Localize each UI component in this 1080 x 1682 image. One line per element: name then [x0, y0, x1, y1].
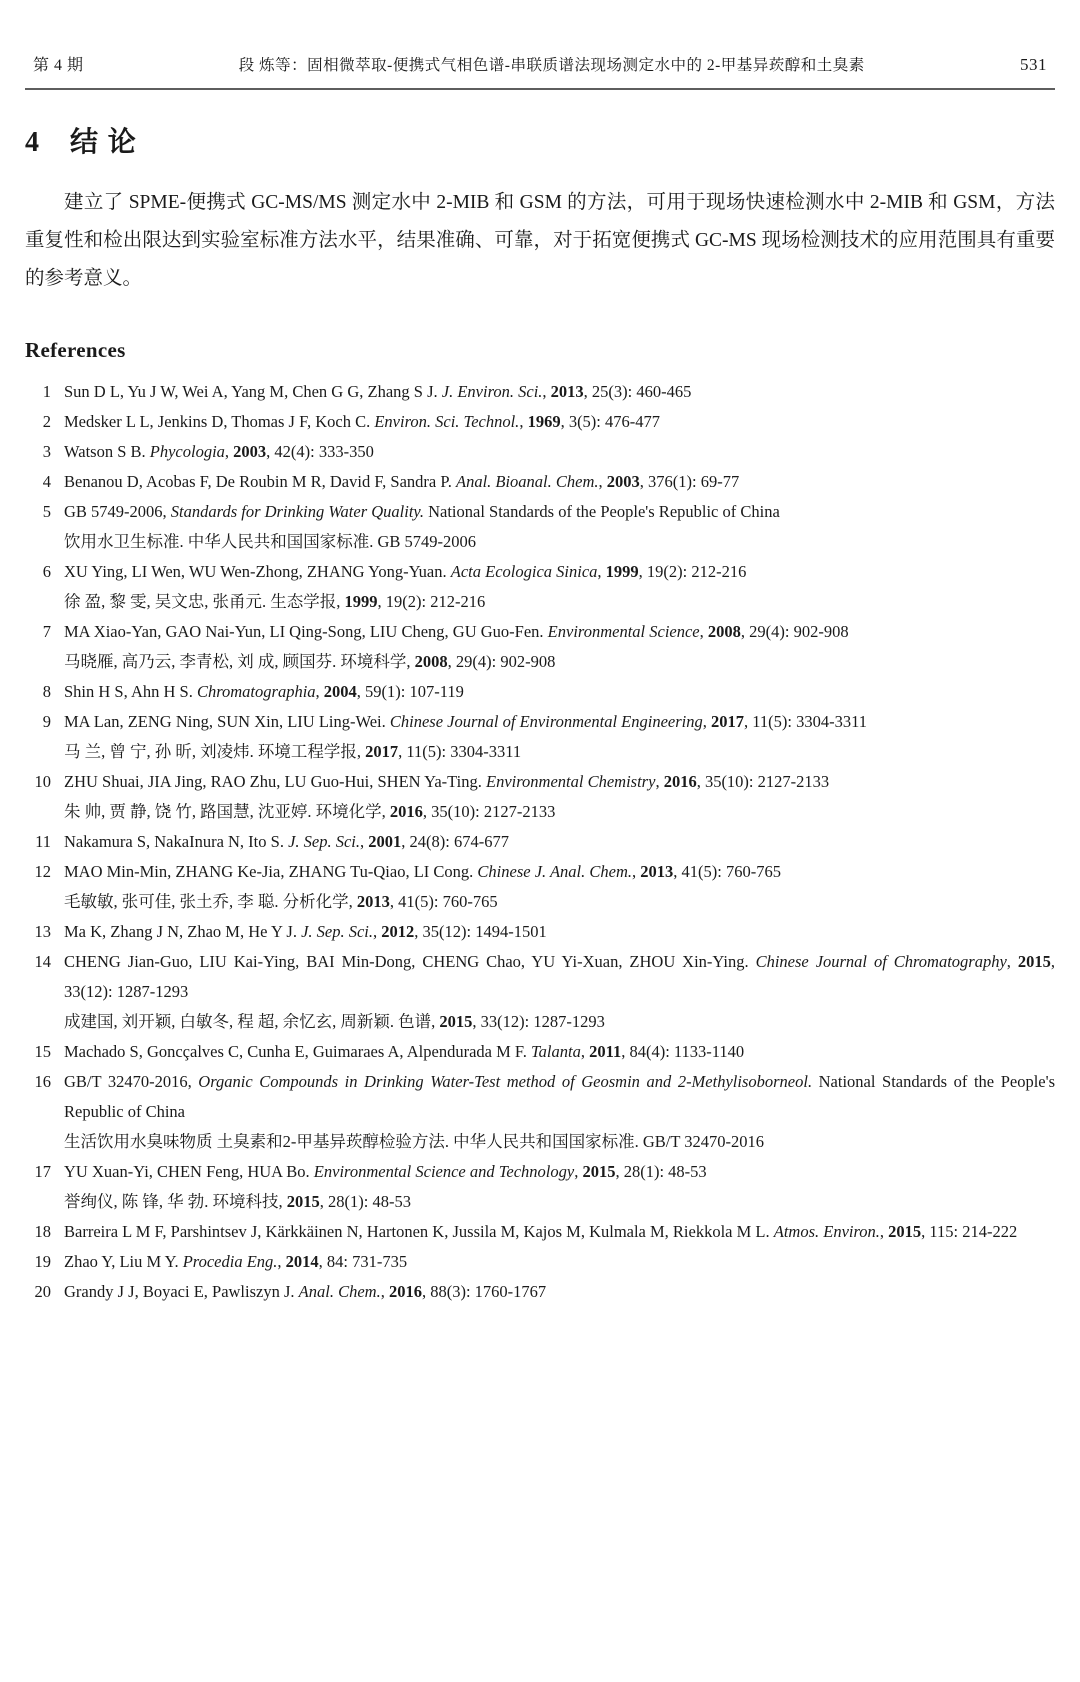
- ref-text-segment: , 11(5): 3304-3311: [743, 712, 867, 731]
- reference-chinese-line: [64, 1187, 1055, 1217]
- ref-text-segment: ,: [598, 472, 607, 491]
- reference-item: [25, 497, 1055, 557]
- ref-text-segment: XU Ying, LI Wen, WU Wen-Zhong, ZHANG Yong-Yuan.: [64, 562, 451, 581]
- reference-item: [25, 767, 1055, 827]
- ref-text-segment: Benanou D, Acobas F, De Roubin M R, David F, Sandra P.: [64, 472, 456, 491]
- reference-text: [64, 437, 1055, 467]
- reference-item: [25, 467, 1055, 497]
- ref-text-segment: , 29(4): 902-908: [447, 652, 556, 671]
- reference-item: [25, 947, 1055, 1037]
- ref-text-segment: Ma K, Zhang J N, Zhao M, He Y J.: [64, 922, 302, 941]
- reference-item: [25, 557, 1055, 617]
- ref-text-segment: Grandy J J, Boyaci E, Pawliszyn J.: [64, 1282, 299, 1301]
- journal-name: Organic Compounds in Drinking Water-Test method of Geosmin and 2-Methylisoborneol.: [198, 1072, 813, 1091]
- reference-number: 14: [34, 952, 51, 971]
- year: 2003: [606, 472, 640, 491]
- ref-text-segment: , 35(12): 1494-1501: [414, 922, 547, 941]
- ref-text-segment: 誉绚仪, 陈 锋, 华 勃. 环境科技,: [64, 1192, 287, 1211]
- ref-text-segment: , 29(4): 902-908: [740, 622, 849, 641]
- reference-number: 3: [42, 442, 51, 461]
- reference-chinese-line: [64, 737, 1055, 767]
- reference-item: [25, 917, 1055, 947]
- ref-text-segment: , 25(3): 460-465: [583, 382, 692, 401]
- journal-name: Standards for Drinking Water Quality.: [170, 502, 424, 521]
- reference-text: [64, 1067, 1055, 1157]
- ref-text-segment: ,: [277, 1252, 286, 1271]
- ref-text-segment: Zhao Y, Liu M Y.: [64, 1252, 183, 1271]
- ref-text-segment: , 24(8): 674-677: [401, 832, 509, 851]
- ref-text-segment: , 28(1): 48-53: [319, 1192, 411, 1211]
- reference-item: [25, 707, 1055, 767]
- reference-number: 13: [34, 922, 51, 941]
- ref-text-segment: ,: [632, 862, 641, 881]
- reference-item: [25, 437, 1055, 467]
- ref-text-segment: , 28(1): 48-53: [615, 1162, 707, 1181]
- reference-item: [25, 1247, 1055, 1277]
- year: 2015: [582, 1162, 616, 1181]
- page-number: 531: [1020, 55, 1047, 74]
- journal-name: Phycologia: [149, 442, 225, 461]
- journal-name: Talanta: [531, 1042, 581, 1061]
- year: 2014: [285, 1252, 319, 1271]
- ref-text-segment: , 84(4): 1133-1140: [621, 1042, 745, 1061]
- reference-number: 11: [35, 832, 51, 851]
- year: 2011: [589, 1042, 622, 1061]
- ref-text-segment: Medsker L L, Jenkins D, Thomas J F, Koch C.: [64, 412, 375, 431]
- ref-text-segment: 成建国, 刘开颖, 白敏冬, 程 超, 余忆玄, 周新颖. 色谱,: [64, 1012, 440, 1031]
- ref-text-segment: ,: [1006, 952, 1018, 971]
- journal-name: Chromatographia: [196, 682, 316, 701]
- ref-text-segment: ,: [380, 1282, 389, 1301]
- reference-item: [25, 1217, 1055, 1247]
- ref-text-segment: ,: [542, 382, 551, 401]
- ref-text-segment: Barreira L M F, Parshintsev J, Kärkkäinen N, Hartonen K, Jussila M, Kajos M, Kulmala M, Riekkola M L.: [64, 1222, 774, 1241]
- ref-text-segment: 徐 盈, 黎 雯, 吴文忠, 张甬元. 生态学报,: [64, 592, 345, 611]
- ref-text-segment: , 11(5): 3304-3311: [398, 742, 522, 761]
- reference-text: [64, 557, 1055, 617]
- ref-text-segment: Machado S, Goncçalves C, Cunha E, Guimaraes A, Alpendurada M F.: [64, 1042, 532, 1061]
- ref-text-segment: ,: [580, 1042, 590, 1061]
- journal-name: Procedia Eng.: [182, 1252, 278, 1271]
- ref-text-segment: , 33(12): 1287-1293: [472, 1012, 605, 1031]
- reference-number: 18: [34, 1222, 51, 1241]
- reference-number: 16: [34, 1072, 51, 1091]
- year: 2013: [550, 382, 584, 401]
- running-title: 段 炼等：固相微萃取-便携式气相色谱-串联质谱法现场测定水中的 2-甲基异莰醇和土臭素: [238, 57, 865, 74]
- ref-text-segment: National Standards of the People's Republic of China: [64, 1072, 1056, 1121]
- reference-chinese-line: [64, 527, 1055, 557]
- year: 2004: [323, 682, 357, 701]
- reference-number: 9: [42, 712, 51, 731]
- ref-text-segment: , 376(1): 69-77: [639, 472, 740, 491]
- journal-name: Chinese J. Anal. Chem.: [477, 862, 632, 881]
- section-number: 4: [25, 127, 40, 158]
- reference-number: 8: [42, 682, 51, 701]
- ref-text-segment: , 59(1): 107-119: [356, 682, 464, 701]
- reference-item: [25, 407, 1055, 437]
- ref-text-segment: , 19(2): 212-216: [638, 562, 747, 581]
- reference-number: 17: [34, 1162, 51, 1181]
- ref-text-segment: Sun D L, Yu J W, Wei A, Yang M, Chen G G, Zhang S J.: [64, 382, 442, 401]
- reference-text: [64, 857, 1055, 917]
- year: 1999: [605, 562, 639, 581]
- ref-text-segment: , 84: 731-735: [318, 1252, 408, 1271]
- journal-name: J. Sep. Sci.: [288, 832, 361, 851]
- ref-text-segment: 饮用水卫生标准. 中华人民共和国国家标准. GB 5749-2006: [64, 532, 477, 551]
- reference-number: 2: [42, 412, 51, 431]
- reference-text: [64, 827, 1055, 857]
- ref-text-segment: 毛敏敏, 张可佳, 张土乔, 李 聪. 分析化学,: [64, 892, 357, 911]
- ref-text-segment: , 35(10): 2127-2133: [422, 802, 556, 821]
- reference-chinese-line: [64, 797, 1055, 827]
- ref-text-segment: CHENG Jian-Guo, LIU Kai-Ying, BAI Min-Dong, CHENG Chao, YU Yi-Xuan, ZHOU Xin-Ying.: [64, 952, 756, 971]
- year: 2016: [388, 1282, 422, 1301]
- ref-text-segment: YU Xuan-Yi, CHEN Feng, HUA Bo.: [64, 1162, 314, 1181]
- reference-number: 5: [42, 502, 51, 521]
- journal-name: Environmental Chemistry: [486, 772, 656, 791]
- year: 2015: [1017, 952, 1051, 971]
- journal-name: Chinese Journal of Chromatography: [755, 952, 1007, 971]
- reference-text: [64, 707, 1055, 767]
- references-heading: References: [25, 338, 126, 362]
- reference-item: [25, 857, 1055, 917]
- journal-name: Chinese Journal of Environmental Engineering: [389, 712, 703, 731]
- issue-label: 第 4 期: [33, 57, 84, 74]
- year: 2003: [233, 442, 267, 461]
- ref-text-segment: GB 5749-2006,: [64, 502, 171, 521]
- ref-text-segment: MAO Min-Min, ZHANG Ke-Jia, ZHANG Tu-Qiao, LI Cong.: [64, 862, 478, 881]
- year: 2001: [368, 832, 402, 851]
- reference-text: [64, 947, 1055, 1037]
- reference-text: [64, 677, 1055, 707]
- reference-text: [64, 617, 1055, 677]
- journal-name: Anal. Bioanal. Chem.: [455, 472, 599, 491]
- reference-text: [64, 407, 1055, 437]
- reference-item: [25, 677, 1055, 707]
- reference-chinese-line: [64, 1127, 1055, 1157]
- reference-text: [64, 467, 1055, 497]
- journal-name: Environmental Science: [547, 622, 700, 641]
- ref-text-segment: , 115: 214-222: [921, 1222, 1018, 1241]
- year: 2008: [414, 652, 448, 671]
- reference-text: [64, 377, 1055, 407]
- reference-chinese-line: [64, 587, 1055, 617]
- reference-item: [25, 1037, 1055, 1067]
- year: 2015: [888, 1222, 922, 1241]
- reference-number: 4: [42, 472, 51, 491]
- reference-item: [25, 377, 1055, 407]
- reference-number: 1: [42, 382, 51, 401]
- ref-text-segment: , 3(5): 476-477: [560, 412, 661, 431]
- conclusion-paragraph: 建立了 SPME-便携式 GC-MS/MS 测定水中 2-MIB 和 GSM 的方法，可用于现场快速检测水中 2-MIB 和 GSM，方法重复性和检出限达到实验室标准方法水平，结果准确、可靠，对于拓宽便携式 GC-MS 现场检测技术的应用范围具有重要的参考意义。: [25, 192, 1055, 289]
- reference-item: [25, 1067, 1055, 1157]
- ref-text-segment: , 41(5): 760-765: [673, 862, 781, 881]
- section-heading: [25, 120, 1055, 160]
- reference-text: [64, 1217, 1055, 1247]
- reference-chinese-line: [64, 647, 1055, 677]
- ref-text-segment: , 33(12): 1287-1293: [64, 952, 1055, 1001]
- reference-number: 6: [42, 562, 51, 581]
- journal-name: Atmos. Environ.: [773, 1222, 880, 1241]
- references-list: [25, 377, 1055, 1307]
- year: 2013: [640, 862, 674, 881]
- ref-text-segment: ,: [360, 832, 369, 851]
- journal-name: Acta Ecologica Sinica: [450, 562, 598, 581]
- journal-name: Anal. Chem.: [298, 1282, 381, 1301]
- ref-text-segment: ,: [702, 712, 711, 731]
- reference-item: [25, 1277, 1055, 1307]
- ref-text-segment: 朱 帅, 贾 静, 饶 竹, 路国慧, 沈亚婷. 环境化学,: [64, 802, 390, 821]
- ref-text-segment: , 88(3): 1760-1767: [421, 1282, 547, 1301]
- ref-text-segment: , 41(5): 760-765: [389, 892, 498, 911]
- journal-name: Environ. Sci. Technol.: [374, 412, 520, 431]
- ref-text-segment: ,: [373, 922, 382, 941]
- section-title: 结 论: [70, 126, 137, 157]
- ref-text-segment: ,: [224, 442, 234, 461]
- ref-text-segment: , 42(4): 333-350: [266, 442, 374, 461]
- ref-text-segment: ,: [699, 622, 708, 641]
- reference-text: [64, 1157, 1055, 1217]
- reference-text: [64, 1247, 1055, 1277]
- year: 2016: [389, 802, 423, 821]
- ref-text-segment: ,: [519, 412, 528, 431]
- year: 2016: [663, 772, 697, 791]
- reference-item: [25, 1157, 1055, 1217]
- year: 2013: [356, 892, 390, 911]
- reference-text: [64, 1277, 1055, 1307]
- reference-text: [64, 767, 1055, 827]
- ref-text-segment: Nakamura S, NakaInura N, Ito S.: [64, 832, 289, 851]
- ref-text-segment: Watson S B.: [64, 442, 150, 461]
- reference-chinese-line: [64, 887, 1055, 917]
- year: 2015: [286, 1192, 320, 1211]
- ref-text-segment: ,: [315, 682, 324, 701]
- year: 1969: [527, 412, 561, 431]
- header-divider: [25, 88, 1055, 90]
- reference-number: 7: [42, 622, 51, 641]
- ref-text-segment: ,: [574, 1162, 583, 1181]
- ref-text-segment: , 35(10): 2127-2133: [696, 772, 830, 791]
- ref-text-segment: 马 兰, 曾 宁, 孙 昕, 刘凌炜. 环境工程学报,: [64, 742, 366, 761]
- reference-text: [64, 1037, 1055, 1067]
- ref-text-segment: ,: [597, 562, 606, 581]
- ref-text-segment: 生活饮用水臭味物质 土臭素和2-甲基异莰醇检验方法. 中华人民共和国国家标准. GB/T 32470-2016: [64, 1132, 765, 1151]
- reference-item: [25, 827, 1055, 857]
- ref-text-segment: Shin H S, Ahn H S.: [64, 682, 197, 701]
- year: 2017: [365, 742, 399, 761]
- ref-text-segment: ,: [879, 1222, 889, 1241]
- ref-text-segment: MA Xiao-Yan, GAO Nai-Yun, LI Qing-Song, LIU Cheng, GU Guo-Fen.: [64, 622, 548, 641]
- journal-name: J. Sep. Sci.: [301, 922, 374, 941]
- reference-number: 20: [34, 1282, 51, 1301]
- reference-item: [25, 617, 1055, 677]
- reference-number: 10: [34, 772, 51, 791]
- reference-text: [64, 917, 1055, 947]
- ref-text-segment: GB/T 32470-2016,: [64, 1072, 199, 1091]
- reference-chinese-line: [64, 1007, 1055, 1037]
- reference-number: 12: [34, 862, 51, 881]
- page-header: [25, 52, 1055, 75]
- journal-name: Environmental Science and Technology: [313, 1162, 575, 1181]
- year: 2012: [381, 922, 415, 941]
- year: 2017: [710, 712, 744, 731]
- year: 2008: [707, 622, 741, 641]
- ref-text-segment: ,: [655, 772, 664, 791]
- ref-text-segment: ZHU Shuai, JIA Jing, RAO Zhu, LU Guo-Hui, SHEN Ya-Ting.: [64, 772, 487, 791]
- ref-text-segment: National Standards of the People's Republic of China: [423, 502, 780, 521]
- ref-text-segment: MA Lan, ZENG Ning, SUN Xin, LIU Ling-Wei.: [64, 712, 390, 731]
- year: 2015: [439, 1012, 473, 1031]
- ref-text-segment: , 19(2): 212-216: [377, 592, 486, 611]
- reference-text: [64, 497, 1055, 557]
- journal-name: J. Environ. Sci.: [441, 382, 543, 401]
- ref-text-segment: 马晓雁, 高乃云, 李青松, 刘 成, 顾国芬. 环境科学,: [64, 652, 415, 671]
- year: 1999: [344, 592, 378, 611]
- reference-number: 15: [34, 1042, 51, 1061]
- reference-number: 19: [34, 1252, 51, 1271]
